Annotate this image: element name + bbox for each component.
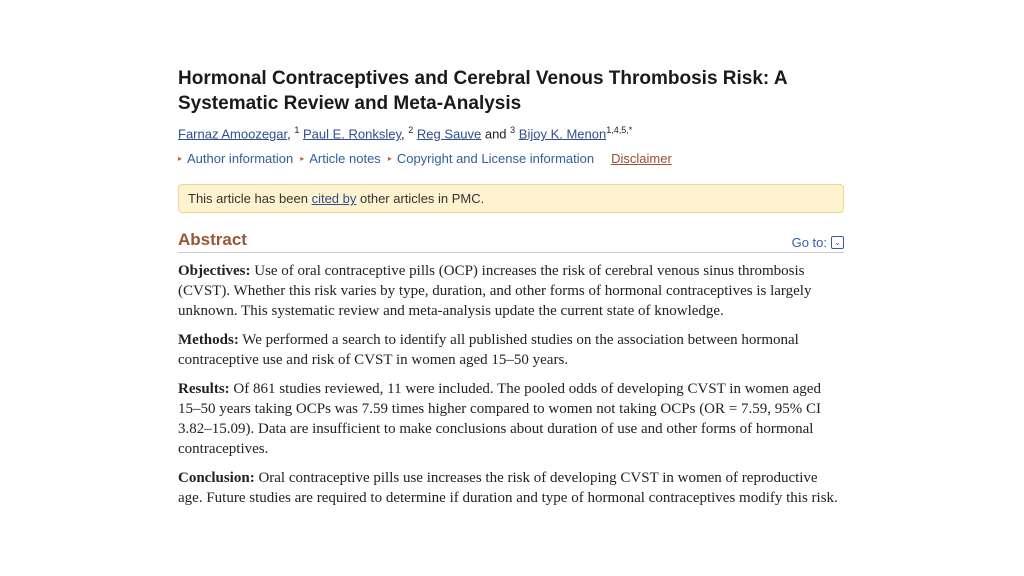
author-list (178, 125, 844, 141)
abstract-heading: Abstract (178, 230, 247, 250)
cited-suffix: other articles in PMC. (356, 191, 485, 207)
section-label: Methods: (178, 332, 239, 349)
author-link[interactable]: Reg Sauve (416, 126, 482, 142)
article-page (178, 66, 844, 508)
cited-prefix: This article has been (188, 191, 312, 207)
section-label: Results: (178, 381, 230, 398)
article-title: Hormonal Contraceptives and Cerebral Venous Thrombosis Risk: A Systematic Review and Meta-Analysis (178, 68, 787, 114)
section-label: Conclusion: (178, 470, 255, 487)
author-affiliation: 2 (408, 125, 414, 135)
section-text: We performed a search to identify all published studies on the association between hormonal contraceptive use and risk of CVST in women aged 15–50 years. (178, 332, 799, 369)
author-information-label: Author information (187, 151, 294, 167)
section-text: Of 861 studies reviewed, 11 were included. The pooled odds of developing CVST in women aged 15–50 years taking OCPs was 7.59 times higher compared to women not taking OCPs (OR = 7.59, 95% CI 3.82–15.09). Data are insufficient to make conclusions about duration of use and other forms of hormonal contraceptives. (178, 381, 821, 458)
author-link[interactable]: Paul E. Ronksley (303, 126, 402, 142)
author-affiliation: 1 (294, 125, 300, 135)
author-information-toggle[interactable] (178, 151, 293, 166)
section-label: Objectives: (178, 263, 251, 280)
author-affiliation: 3 (510, 125, 516, 135)
disclaimer-link[interactable]: Disclaimer (611, 151, 672, 167)
author-link[interactable]: Bijoy K. Menon (518, 126, 607, 142)
cited-by-link[interactable]: cited by (311, 191, 357, 207)
author-link[interactable]: Farnaz Amoozegar (178, 126, 288, 142)
copyright-toggle[interactable] (388, 151, 594, 166)
abstract-conclusion (178, 468, 844, 508)
abstract-results (178, 379, 844, 459)
author-separator: and (481, 126, 511, 142)
article-meta-links (178, 151, 844, 166)
abstract-header (178, 230, 844, 253)
goto-menu[interactable] (792, 235, 844, 250)
copyright-label: Copyright and License information (396, 151, 595, 167)
cited-by-notice (178, 184, 844, 213)
expand-triangle-icon: ▸ (300, 154, 305, 164)
author-separator: , (287, 126, 295, 142)
expand-triangle-icon: ▸ (387, 154, 392, 164)
author-separator: , (401, 126, 409, 142)
author-affiliation: 1,4,5,* (606, 125, 633, 135)
article-notes-toggle[interactable] (300, 151, 381, 166)
abstract-objectives (178, 261, 844, 321)
goto-label: Go to: (791, 235, 827, 251)
section-text: Use of oral contraceptive pills (OCP) increases the risk of cerebral venous sinus thrombosis (CVST). Whether this risk varies by type, duration, and other forms of hormonal contraceptives is largely unknown. This systematic review and meta-analysis update the current state of knowledge. (178, 263, 812, 320)
expand-triangle-icon: ▸ (178, 154, 183, 164)
abstract-methods (178, 330, 844, 370)
chevron-down-icon: ⌄ (831, 236, 844, 249)
article-notes-label: Article notes (309, 151, 381, 167)
section-text: Oral contraceptive pills use increases the risk of developing CVST in women of reproductive age. Future studies are required to determine if duration and type of hormonal contraceptives modify this risk. (178, 470, 838, 507)
